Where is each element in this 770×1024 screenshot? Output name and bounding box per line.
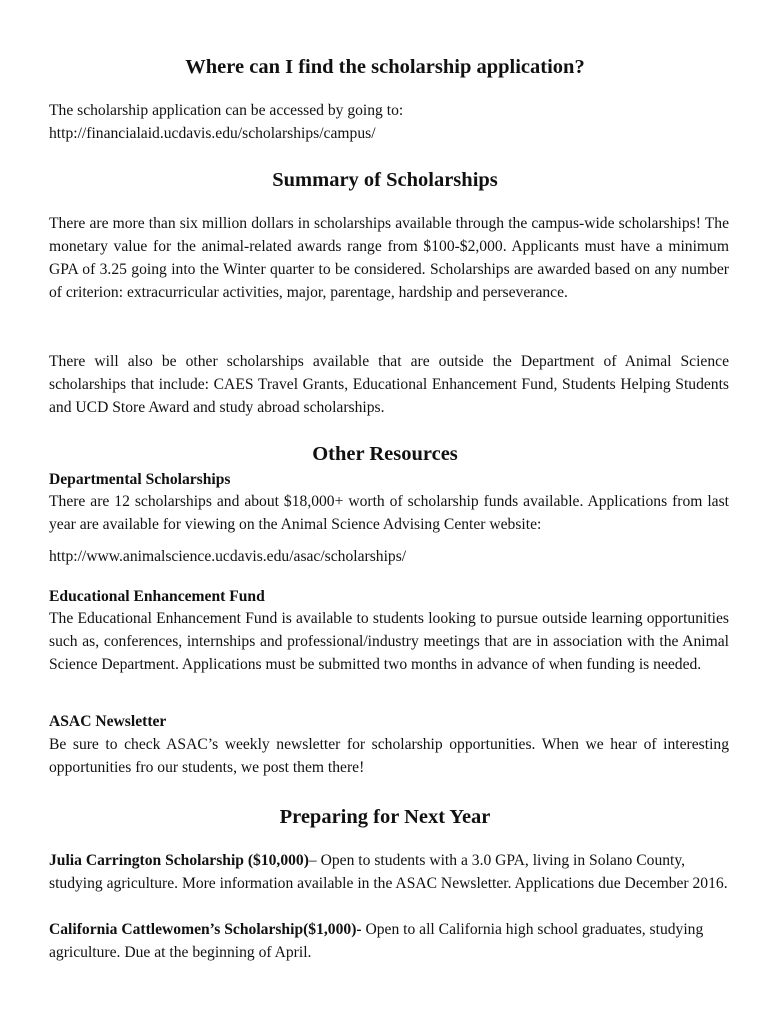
cattlewomen-title: California Cattlewomen’s Scholarship($1,000)- (49, 921, 362, 938)
summary-paragraph-2: There will also be other scholarships available that are outside the Department of Animal Science scholarships that include: CAES Travel Grants, Educational Enhancement Fund, Students Helping Students and UCD Store Award and study abroad scholarships. (49, 353, 729, 416)
heading-summary: Summary of Scholarships (272, 169, 498, 191)
application-url: http://financialaid.ucdavis.edu/scholarships/campus/ (49, 125, 376, 142)
julia-carrington-title: Julia Carrington Scholarship ($10,000) (49, 852, 309, 869)
julia-carrington-entry (49, 849, 729, 895)
summary-paragraph-1: There are more than six million dollars in scholarships available through the campus-wide scholarships! The monetary value for the animal-related awards range from $100-$2,000. Applicants must have a minimum GPA of 3.25 going into the Winter quarter to be considered. Scholarships are awarded based on any number of criterion: extracurricular activities, major, parentage, hardship and perseverance. (49, 215, 729, 301)
where-application-line: The scholarship application can be accessed by going to: (49, 102, 404, 119)
newsletter-title: ASAC Newsletter (49, 713, 167, 730)
julia-carrington-text: – Open to students with a 3.0 GPA, living in Solano County, studying agriculture. More information available in the ASAC Newsletter. Applications due December 2016. (49, 852, 728, 892)
eef-title: Educational Enhancement Fund (49, 588, 265, 605)
heading-where-application: Where can I find the scholarship application? (185, 56, 585, 78)
heading-preparing-next-year: Preparing for Next Year (279, 806, 491, 828)
where-application-text (49, 99, 729, 145)
newsletter-text: Be sure to check ASAC’s weekly newsletter for scholarship opportunities. When we hear of interesting opportunities fro our students, we post them there! (49, 736, 729, 776)
eef-text: The Educational Enhancement Fund is available to students looking to pursue outside learning opportunities such as, conferences, internships and professional/industry meetings that are in association with the Animal Science Department. Applications must be submitted two months in advance of when funding is needed. (49, 610, 729, 673)
departmental-scholarships-text: There are 12 scholarships and about $18,000+ worth of scholarship funds available. Applications from last year are available for viewing on the Animal Science Advising Center website: (49, 493, 729, 533)
cattlewomen-text: Open to all California high school graduates, studying agriculture. Due at the beginning of April. (49, 921, 704, 961)
animal-science-url: http://www.animalscience.ucdavis.edu/asac/scholarships/ (49, 548, 407, 565)
heading-other-resources: Other Resources (312, 443, 458, 465)
departmental-scholarships-title: Departmental Scholarships (49, 471, 231, 488)
cattlewomen-entry (49, 918, 729, 964)
